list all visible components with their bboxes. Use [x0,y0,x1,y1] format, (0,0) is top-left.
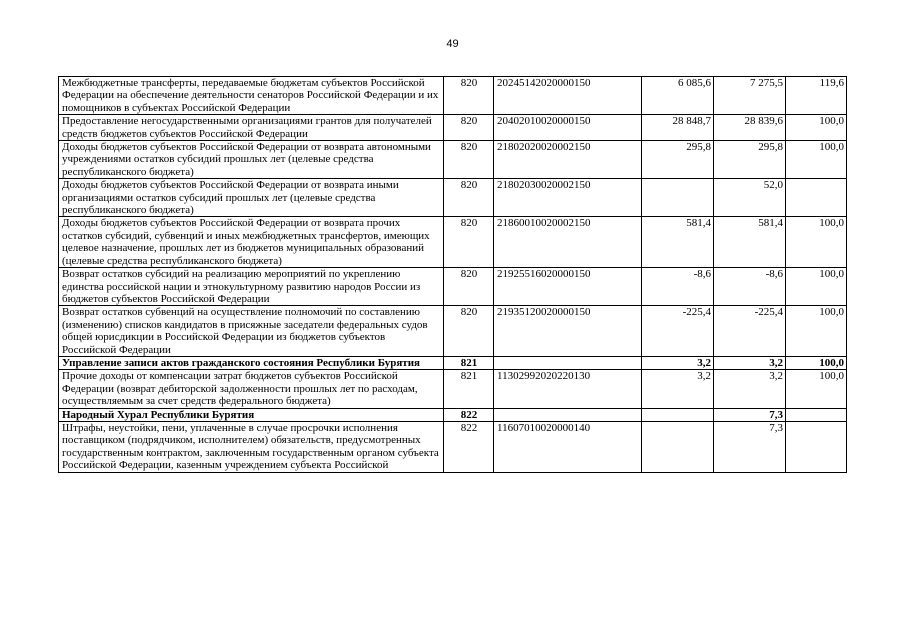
row-budget-code [494,356,642,369]
row-budget-code: 11302992020220130 [494,370,642,408]
row-administrator-code: 820 [444,115,494,141]
row-percent-value [786,421,847,472]
row-plan-value: 3,2 [642,356,714,369]
row-plan-value: 28 848,7 [642,115,714,141]
row-budget-code: 21925516020000150 [494,268,642,306]
row-plan-value: 295,8 [642,141,714,179]
row-budget-code: 21802020020002150 [494,141,642,179]
row-fact-value: 295,8 [714,141,786,179]
table-row [59,370,847,408]
table-row [59,268,847,306]
row-plan-value [642,408,714,421]
row-budget-code: 21935120020000150 [494,306,642,357]
table-row [59,306,847,357]
row-budget-code: 11607010020000140 [494,421,642,472]
row-fact-value: -225,4 [714,306,786,357]
row-name-cell: Штрафы, неустойки, пени, уплаченные в случае просрочки исполнения поставщиком (подрядчиком, исполнителем) обязательств, предусмотренных государственным контрактом, заключенным государственным органом субъекта Российской Федерации, казенным учреждением субъекта Российской [59,421,444,472]
row-name-cell: Управление записи актов гражданского состояния Республики Бурятия [59,356,444,369]
row-name-cell: Доходы бюджетов субъектов Российской Федерации от возврата прочих остатков субсидий, субвенций и иных межбюджетных трансфертов, имеющих целевое назначение, прошлых лет из бюджетов муниципальных образований (целевые средства республиканского бюджета) [59,217,444,268]
row-administrator-code: 822 [444,421,494,472]
row-administrator-code: 820 [444,179,494,217]
row-budget-code: 20402010020000150 [494,115,642,141]
row-name-cell: Межбюджетные трансферты, передаваемые бюджетам субъектов Российской Федерации на обеспечение деятельности сенаторов Российской Федерации и их помощников в субъектах Российской Федерации [59,77,444,115]
row-administrator-code: 821 [444,370,494,408]
row-plan-value [642,179,714,217]
row-budget-code: 21802030020002150 [494,179,642,217]
row-plan-value: 3,2 [642,370,714,408]
row-budget-code: 21860010020002150 [494,217,642,268]
row-fact-value: 581,4 [714,217,786,268]
row-percent-value: 100,0 [786,306,847,357]
row-administrator-code: 820 [444,306,494,357]
row-name-cell: Прочие доходы от компенсации затрат бюджетов субъектов Российской Федерации (возврат дебиторской задолженности прошлых лет по расходам, осуществляемым за счет средств федерального бюджета) [59,370,444,408]
row-fact-value: -8,6 [714,268,786,306]
row-percent-value: 119,6 [786,77,847,115]
row-plan-value: 6 085,6 [642,77,714,115]
revenue-table-body [59,77,847,473]
row-plan-value: -8,6 [642,268,714,306]
row-fact-value: 7,3 [714,421,786,472]
table-row [59,408,847,421]
row-fact-value: 7,3 [714,408,786,421]
row-administrator-code: 821 [444,356,494,369]
row-budget-code: 20245142020000150 [494,77,642,115]
table-row [59,356,847,369]
row-percent-value: 100,0 [786,268,847,306]
row-percent-value: 100,0 [786,141,847,179]
row-administrator-code: 820 [444,141,494,179]
row-percent-value: 100,0 [786,115,847,141]
row-plan-value [642,421,714,472]
row-plan-value: 581,4 [642,217,714,268]
row-name-cell: Предоставление негосударственными организациями грантов для получателей средств бюджетов субъектов Российской Федерации [59,115,444,141]
row-fact-value: 28 839,6 [714,115,786,141]
table-row [59,179,847,217]
row-percent-value [786,179,847,217]
row-administrator-code: 820 [444,217,494,268]
row-fact-value: 3,2 [714,370,786,408]
row-plan-value: -225,4 [642,306,714,357]
row-fact-value: 7 275,5 [714,77,786,115]
row-administrator-code: 820 [444,77,494,115]
row-percent-value: 100,0 [786,217,847,268]
row-percent-value [786,408,847,421]
row-name-cell: Возврат остатков субвенций на осуществление полномочий по составлению (изменению) списков кандидатов в присяжные заседатели федеральных судов общей юрисдикции в Российской Федерации из бюджетов субъектов Российской Федерации [59,306,444,357]
row-name-cell: Доходы бюджетов субъектов Российской Федерации от возврата иными организациями остатков субсидий прошлых лет (целевые средства республиканского бюджета) [59,179,444,217]
table-row [59,115,847,141]
row-administrator-code: 820 [444,268,494,306]
revenue-table [58,76,847,473]
row-name-cell: Доходы бюджетов субъектов Российской Федерации от возврата автономными учреждениями остатков субсидий прошлых лет (целевые средства республиканского бюджета) [59,141,444,179]
page-number: 49 [446,38,459,50]
table-row [59,217,847,268]
table-row [59,77,847,115]
row-percent-value: 100,0 [786,370,847,408]
row-name-cell: Возврат остатков субсидий на реализацию мероприятий по укреплению единства российской нации и этнокультурному развитию народов России из бюджетов субъектов Российской Федерации [59,268,444,306]
row-fact-value: 52,0 [714,179,786,217]
row-administrator-code: 822 [444,408,494,421]
row-fact-value: 3,2 [714,356,786,369]
row-percent-value: 100,0 [786,356,847,369]
row-budget-code [494,408,642,421]
table-row [59,141,847,179]
table-row [59,421,847,472]
row-name-cell: Народный Хурал Республики Бурятия [59,408,444,421]
